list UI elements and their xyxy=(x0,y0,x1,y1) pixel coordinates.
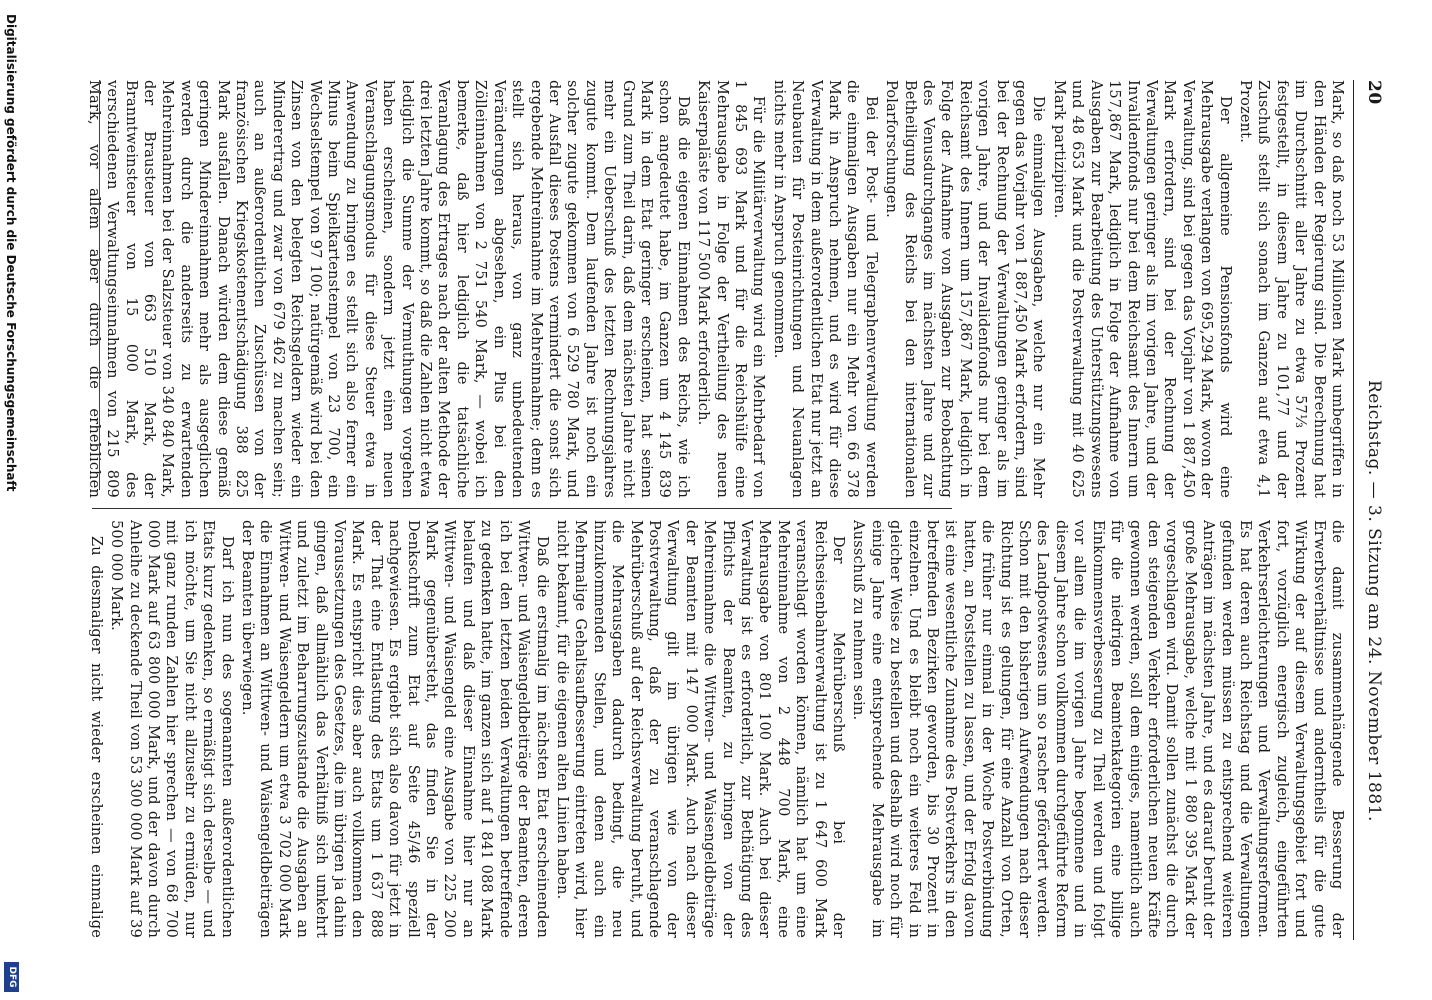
column-divider xyxy=(92,508,952,509)
paragraph: Mark, so daß noch 53 Millionen Mark umbegriffen in den Händen der Regierung sind. Die Berechnung hat im Durchschnitt aller Jahre zu etwa 57⅓ Prozent festgestellt, in diesem Jahre zu 101,77 und der Zuschuß stellt sich sonach im Ganzen auf etwa 4,1 Prozent. xyxy=(1236,80,1345,498)
dfg-logo: DFG xyxy=(4,962,19,992)
paragraph: Der allgemeine Pensionsfonds wird eine Mehrausgabe verlangen von 695,294 Mark, wovon der Verwaltung, sind bei gegen das Vorjahr von 1 887,450 Mark erfordern, sind bei der Rechnung der Verwaltungen geringer als im vorigen Jahre, und der Invalidenfonds nur bei dem Reichsamt des Innern um 157,867 Mark, lediglich in Folge der Aufnahme von Ausgaben zur Bearbeitung des Unterstützungswesens und 48 653 Mark und die Postverwaltung mit 40 625 Mark partizipiren. xyxy=(1050,80,1233,498)
running-title: Reichstag. — 3. Sitzung am 24. November 1881. xyxy=(1364,380,1384,822)
text-column-left xyxy=(86,80,1346,498)
paragraph: Die einmaligen Ausgaben, welche nur ein Mehr gegen das Vorjahr von 1 887,450 Mark erfordern, sind bei der Rechnung der Verwaltungen geringer als im vorigen Jahre, und der Invalidenfonds nur bei dem Reichsamt des Innern um 157,867 Mark, lediglich in Folge der Aufnahme von Ausgaben zur Beobachtung des Venusdurchganges im nächsten Jahre und zur Betheiligung des Reichs bei den internationalen Polarforschungen. xyxy=(883,80,1047,498)
paragraph: Zu diesmaliger nicht wieder erscheinen einmalige xyxy=(87,536,104,938)
paragraph: Daß die eigenen Einnahmen des Reichs, wie ich schon angedeutet habe, im Ganzen um 4 145 839 Mark in dem Etat geringer erscheinen, hat seinen Grund zum Theil darin, daß dem nächsten Jahre nicht mehr ein Ueberschuß des letzten Rechnungsjahres zugute kommt. Dem laufenden Jahre ist noch ein solcher zugute gekommen von 6 529 780 Mark, und der Ausfall dieses Postens vermindert die sonst sich ergebende Mehreinnahme im Mehreinnahme; denn es stellt sich heraus, von ganz unbedeutenden Veränderungen abgesehen, ein Plus bei den Zölleinnahmen von 2 751 540 Mark, — wobei ich bemerke, daß hier lediglich die tatsächliche Veranlagung des Ertrages nach der alten Methode der drei letzten Jahre kommt, so daß die Zahlen nicht etwa lediglich die Summe der Vermuthungen vorgehen haben erscheinen, sondern jetzt einen neuen Veranschlagungsmodus für diese Steuer etwa in Anwendung zu bringen es stellt sich also ferner ein Minus beim Spielkartenstempel von 23 700, ein Wechselstempel von 97 100; natürgemäß wird bei den Zinsen von den belegten Reichsgeldern wieder ein Minderertrag und zwar von 679 462 zu machen sein; auch an außerordentlichen Zuschüssen von der französischen Kriegskostenentschädigung 388 825 Mark ausfallen. Danach würden dem diese gemäß geringen Mindereinnahmen mehr als ausgeglichen werden durch die anderseits zu erwartenden Mehreinnahmen bei der Salzsteuer von 340 840 Mark, der Brausteuer von 663 510 Mark, der Branntweinsteuer von 15 000 Mark, des verschiedenen Verwaltungseinnahmen von 215 809 Mark, vor allem aber durch die erheblichen xyxy=(86,80,691,498)
digitization-note: Digitalisierung gefördert durch die Deutsche Forschungsgemeinschaft xyxy=(4,14,18,492)
paragraph: Daß die erstmalig im nächsten Etat erscheinenden Wittwen- und Waisengeldbeiträge der Beamten, deren ich bei den letzten beiden Verwaltungen betreffende zu gedenken hatte, im ganzen sich auf 1 841 088 Mark belaufen und daß dieser Einnahme hier nur an Wittwen- und Waisengeld eine Ausgabe von 225 200 Mark gegenübersteht, das finden Sie in der Denkschrift zum Etat auf Seite 45/46 speziell nachgewiesen. Es ergiebt sich also davon für jetzt in der That eine Entlastung des Etats um 1 637 888 Mark. Es entspricht dies aber auch vollkommen den Voraussetzungen des Gesetzes, die im übrigen ja dahin gingen, daß allmählich das Verhältniß sich umkehrt und zuletzt im Beharrungszustande die Ausgaben an Wittwen- und Waisengeldern um etwa 3 702 000 Mark die Einnahmen an Wittwen- und Waisengeldbeiträgen der Beamten überwiegen. xyxy=(239,520,550,938)
text-column-right xyxy=(86,520,1346,938)
paragraph: die damit zusammenhängende Besserung der Erwerbsverhältnisse und anderntheils für die gute Wirkung der auf diesem Verwaltungsgebiet fort und fort, vorzüglich energisch zugleich, eingeführten Verkehrserleichterungen und Verwaltungsreformen. Es hat deren auch Reichstag und die Verwaltungen gefunden werden müssen zu entsprechend weiteren Anträgen im nächsten Jahre, und es darauf beruht der große Mehrausgabe, welche mit 1 880 395 Mark der vorgeschlagen wird. Damit sollen zunächst die durch den steigenden Verkehr erforderlichen neuen Kräfte gewonnen werden, soll dem einiges, namentlich auch für die niedrigen Beamtenkategorien eine billige Einkommensverbesserung zu Theil werden und folgt vor allem die im vorigen Jahre begonnene und in diesem Jahre schon vollkommen durchgeführte Reform des Landpostwesens um so rascher gefördert werden. Schon mit den bisherigen Aufwendungen nach dieser Richtung ist es gelungen, für eine Anzahl von Orten, die früher nur einmal in der Woche Postverbindung hatten, an Poststellen zu lassen, und der Erfolg davon ist eine wesentliche Zunahme des Postverkehrs in den betreffenden Bezirken geworden, bis 30 Prozent in einzelnen. Und es bleibt noch ein weiteres Feld in gleicher Weise zu bestellen und deshalb wird noch für einige Jahre eine entsprechende Mehrausgabe im Ausschuß zu nehmen sein. xyxy=(850,520,1345,938)
paragraph: Bei der Post- und Telegraphenverwaltung werden die einmaligen Ausgaben nur ein Mehr von 66 378 Mark in Anspruch nehmen, und es wird für diese Verwaltung in dem außerordentlichen Etat nur jetzt an Neubauten für Posteinrichtungen und Neuanlagen nichts mehr in Anspruch genommen. xyxy=(770,80,879,498)
digitization-footer xyxy=(0,0,20,1000)
bottom-rule xyxy=(99,80,100,490)
paragraph: Darf ich nun des sogenannten außerordentlichen Etats kurz gedenken, so ermäßigt sich derselbe — und ich möchte, um Sie nicht allzusehr zu ermüden, nur mit ganz runden Zahlen hier sprechen — von 68 700 000 Mark auf 63 800 000 Mark, und der davon durch Anleihe zu deckende Theil von 53 300 000 Mark auf 39 500 000 Mark. xyxy=(108,520,235,938)
paragraph: Für die Militärverwaltung wird ein Mehrbedarf von 1 845 693 Mark und für die Reichshülfe eine Mehrausgabe in Folge der Vertheilung des neuen Kaiserpaläste von 117 500 Mark erforderlich. xyxy=(695,80,767,498)
page-number: 20 xyxy=(1364,80,1384,105)
paragraph: Der Mehrüberschuß bei der Reichseisenbahnverwaltung ist zu 1 647 600 Mark veranschlagt worden können, nämlich hat um eine Mehreinnahme von 2 448 700 Mark, eine Mehrausgabe von 801 100 Mark. Auch bei dieser Verwaltung ist es erforderlich, zur Bethätigung des Pflichts der Beamten, zu bringen von der Mehreinnahme die Wittwen- und Waisengeldbeiträge der Beamten mit 147 000 Mark. Auch nach dieser Verwaltung gilt im übrigen wie von der Postverwaltung, daß der zu veranschlagende Mehrüberschuß auf der Reichsverwaltung beruht, und die Mehrausgaben dadurch bedingt, die neu hinzukommenden Stellen, und denen auch ein Mehrmalige Gehaltsaufbesserung eintreten wird, hier nicht bekannt, für die eigenen alten Linien haben. xyxy=(553,520,847,938)
page-header xyxy=(1354,80,1384,940)
header-rule xyxy=(1353,80,1354,940)
